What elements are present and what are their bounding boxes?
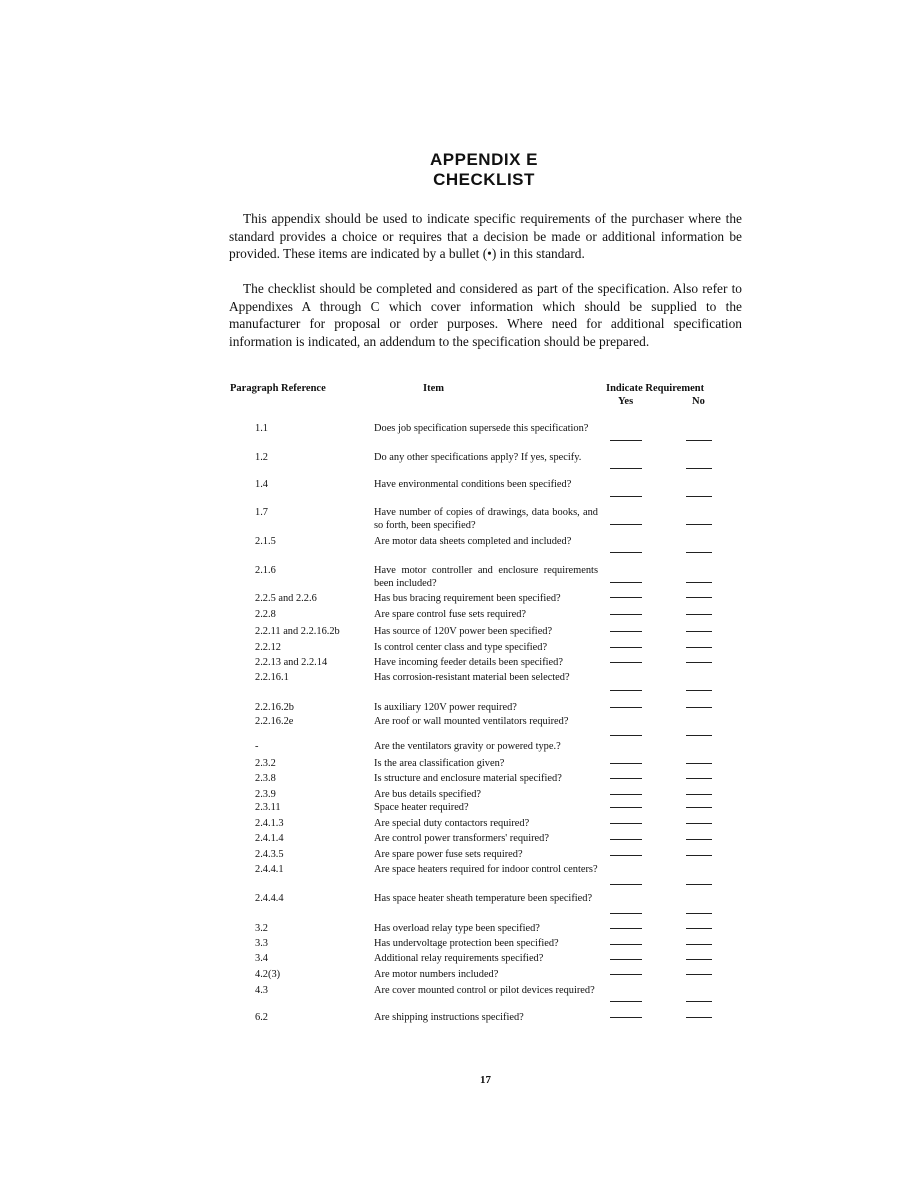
row-item-text: Has corrosion-resistant material been selected? [374, 672, 570, 683]
row-item-text: Additional relay requirements specified? [374, 953, 544, 964]
yes-blank[interactable] [610, 582, 642, 583]
no-blank[interactable] [686, 582, 712, 583]
yes-blank[interactable] [610, 763, 642, 764]
row-reference: 2.3.9 [255, 789, 276, 800]
header-paragraph-reference: Paragraph Reference [230, 383, 326, 394]
row-item-text: Are cover mounted control or pilot devices required? [374, 985, 595, 996]
row-item-text: Is control center class and type specified? [374, 642, 548, 653]
row-reference: 2.1.5 [255, 536, 276, 547]
no-blank[interactable] [686, 662, 712, 663]
row-item-text: Are motor numbers included? [374, 969, 499, 980]
no-blank[interactable] [686, 631, 712, 632]
yes-blank[interactable] [610, 959, 642, 960]
yes-blank[interactable] [610, 1017, 642, 1018]
no-blank[interactable] [686, 647, 712, 648]
yes-blank[interactable] [610, 974, 642, 975]
no-blank[interactable] [686, 974, 712, 975]
yes-blank[interactable] [610, 440, 642, 441]
row-reference: 4.3 [255, 985, 268, 996]
no-blank[interactable] [686, 440, 712, 441]
row-item-text: Are spare control fuse sets required? [374, 609, 527, 620]
yes-blank[interactable] [610, 552, 642, 553]
row-item-text: Has undervoltage protection been specified? [374, 938, 559, 949]
no-blank[interactable] [686, 959, 712, 960]
row-reference: 2.4.4.1 [255, 864, 284, 875]
row-item-text: Are control power transformers' required? [374, 833, 549, 844]
no-blank[interactable] [686, 690, 712, 691]
row-reference: - [255, 741, 259, 752]
row-item-text: Are space heaters required for indoor control centers? [374, 864, 598, 875]
no-blank[interactable] [686, 884, 712, 885]
yes-blank[interactable] [610, 524, 642, 525]
yes-blank[interactable] [610, 707, 642, 708]
no-blank[interactable] [686, 913, 712, 914]
header-yes: Yes [618, 396, 634, 407]
yes-blank[interactable] [610, 1001, 642, 1002]
row-item-text: Do any other specifications apply? If yes, specify. [374, 452, 582, 463]
row-reference: 1.4 [255, 479, 268, 490]
row-reference: 2.2.8 [255, 609, 276, 620]
row-reference: 2.1.6 [255, 565, 276, 576]
row-item-text: Is auxiliary 120V power required? [374, 702, 517, 713]
row-item-text: Have motor controller and enclosure requirements been included? [374, 565, 598, 589]
appendix-title: APPENDIX E [430, 150, 538, 169]
no-blank[interactable] [686, 707, 712, 708]
yes-blank[interactable] [610, 614, 642, 615]
checklist-title: CHECKLIST [433, 170, 535, 189]
no-blank[interactable] [686, 614, 712, 615]
yes-blank[interactable] [610, 690, 642, 691]
row-reference: 2.4.4.4 [255, 893, 284, 904]
row-item-text: Are the ventilators gravity or powered type.? [374, 741, 561, 752]
header-no: No [692, 396, 705, 407]
no-blank[interactable] [686, 496, 712, 497]
row-reference: 2.3.11 [255, 802, 281, 813]
row-item-text: Has bus bracing requirement been specified? [374, 593, 561, 604]
row-item-text: Is the area classification given? [374, 758, 505, 769]
intro-paragraph-1 [229, 210, 742, 263]
yes-blank[interactable] [610, 794, 642, 795]
yes-blank[interactable] [610, 496, 642, 497]
no-blank[interactable] [686, 597, 712, 598]
row-item-text: Has source of 120V power been specified? [374, 626, 553, 637]
no-blank[interactable] [686, 524, 712, 525]
row-item-text: Does job specification supersede this specification? [374, 423, 589, 434]
no-blank[interactable] [686, 944, 712, 945]
row-reference: 1.7 [255, 507, 268, 518]
yes-blank[interactable] [610, 735, 642, 736]
row-reference: 2.2.11 and 2.2.16.2b [255, 626, 340, 637]
intro-paragraph-2 [229, 280, 742, 351]
row-reference: 2.4.1.3 [255, 818, 284, 829]
yes-blank[interactable] [610, 944, 642, 945]
yes-blank[interactable] [610, 631, 642, 632]
row-item-text: Are motor data sheets completed and included? [374, 536, 572, 547]
no-blank[interactable] [686, 1017, 712, 1018]
no-blank[interactable] [686, 552, 712, 553]
row-item-text: Are roof or wall mounted ventilators required? [374, 716, 569, 727]
row-item-text: Are shipping instructions specified? [374, 1012, 524, 1023]
yes-blank[interactable] [610, 807, 642, 808]
yes-blank[interactable] [610, 662, 642, 663]
yes-blank[interactable] [610, 913, 642, 914]
yes-blank[interactable] [610, 855, 642, 856]
no-blank[interactable] [686, 807, 712, 808]
row-item-text: Space heater required? [374, 802, 469, 813]
row-reference: 2.3.2 [255, 758, 276, 769]
row-reference: 2.2.5 and 2.2.6 [255, 593, 317, 604]
page-number: 17 [480, 1074, 491, 1086]
row-reference: 2.4.1.4 [255, 833, 284, 844]
row-item-text: Have incoming feeder details been specified? [374, 657, 563, 668]
no-blank[interactable] [686, 763, 712, 764]
row-reference: 1.1 [255, 423, 268, 434]
yes-blank[interactable] [610, 468, 642, 469]
row-reference: 2.2.16.1 [255, 672, 289, 683]
yes-blank[interactable] [610, 884, 642, 885]
row-reference: 3.3 [255, 938, 268, 949]
no-blank[interactable] [686, 823, 712, 824]
row-reference: 3.2 [255, 923, 268, 934]
yes-blank[interactable] [610, 928, 642, 929]
row-reference: 6.2 [255, 1012, 268, 1023]
intro-paragraph-1-text: This appendix should be used to indicate specific requirements of the purchaser where the standard provides a choice or requires that a decision be made or additional information be provided. These items are indicated by a bullet (•) in this standard. [229, 211, 742, 262]
row-reference: 2.2.13 and 2.2.14 [255, 657, 328, 668]
row-reference: 3.4 [255, 953, 268, 964]
row-item-text: Are bus details specified? [374, 789, 482, 800]
row-item-text: Have environmental conditions been specified? [374, 479, 572, 490]
row-reference: 2.2.16.2e [255, 716, 294, 727]
row-reference: 1.2 [255, 452, 268, 463]
no-blank[interactable] [686, 839, 712, 840]
row-reference: 2.2.16.2b [255, 702, 294, 713]
no-blank[interactable] [686, 928, 712, 929]
intro-paragraph-2-text: The checklist should be completed and considered as part of the specification. Also refer to Appendixes A through C which cover information which should be supplied to the manufacturer for proposal or order purposes. Where need for additional specification information is indicated, an addendum to the specification should be prepared. [229, 281, 742, 350]
row-reference: 4.2(3) [255, 969, 281, 980]
no-blank[interactable] [686, 855, 712, 856]
row-item-text: Have number of copies of drawings, data books, and so forth, been specified? [374, 507, 598, 531]
no-blank[interactable] [686, 1001, 712, 1002]
row-item-text: Has space heater sheath temperature been specified? [374, 893, 593, 904]
header-indicate-requirement: Indicate Requirement [606, 383, 705, 394]
row-item-text: Are spare power fuse sets required? [374, 849, 523, 860]
yes-blank[interactable] [610, 839, 642, 840]
yes-blank[interactable] [610, 647, 642, 648]
yes-blank[interactable] [610, 778, 642, 779]
yes-blank[interactable] [610, 823, 642, 824]
no-blank[interactable] [686, 778, 712, 779]
row-item-text: Are special duty contactors required? [374, 818, 530, 829]
header-item: Item [423, 383, 444, 394]
row-reference: 2.3.8 [255, 773, 276, 784]
no-blank[interactable] [686, 468, 712, 469]
row-reference: 2.2.12 [255, 642, 281, 653]
row-item-text: Is structure and enclosure material specified? [374, 773, 562, 784]
row-item-text: Has overload relay type been specified? [374, 923, 540, 934]
no-blank[interactable] [686, 735, 712, 736]
yes-blank[interactable] [610, 597, 642, 598]
no-blank[interactable] [686, 794, 712, 795]
row-reference: 2.4.3.5 [255, 849, 284, 860]
